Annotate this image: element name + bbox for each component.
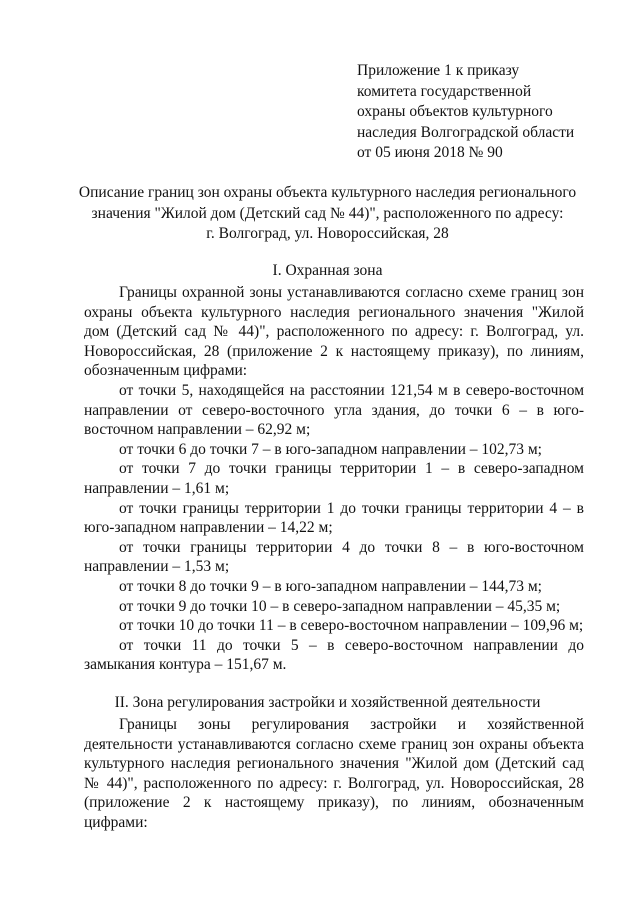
section-1-body (84, 283, 584, 675)
paragraph: от точки 10 до точки 11 – в северо-восточном направлении – 109,96 м; (119, 617, 584, 635)
paragraph: Границы зоны регулирования застройки и хозяйственной деятельности устанавливаются согласно схеме границ зон охраны объекта культурного наследия регионального значения "Жилой дом (Детский сад № 44)", расположенного по адресу: г. Волгоград, ул. Новороссийская, 28 (приложение 2 к настоящему приказу), по линиям, обозначенным цифрами: (84, 716, 584, 831)
paragraph: от точки границы территории 4 до точки 8 – в юго-восточном направлении – 1,53 м; (84, 538, 584, 576)
appendix-line: охраны объектов культурного (357, 103, 553, 120)
section-1-heading: I. Охранная зона (272, 262, 383, 279)
paragraph: от точки 9 до точки 10 – в северо-западном направлении – 45,35 м; (119, 597, 561, 615)
appendix-line: комитета государственной (357, 82, 532, 100)
section-2-heading: II. Зона регулирования застройки и хозяйственной деятельности (114, 694, 541, 711)
section-2-body (84, 715, 584, 833)
paragraph: от точки 6 до точки 7 – в юго-западном направлении – 102,73 м; (119, 440, 542, 458)
paragraph: от точки 8 до точки 9 – в юго-западном направлении – 144,73 м; (119, 577, 542, 595)
appendix-line: наследия Волгоградской области (357, 123, 575, 141)
paragraph: от точки 11 до точки 5 – в северо-восточном направлении до замыкания контура – 151,67 м. (84, 636, 584, 674)
title-line: г. Волгоград, ул. Новороссийская, 28 (206, 225, 449, 242)
paragraph: Границы охранной зоны устанавливаются согласно схеме границ зон охраны объекта культурного наследия регионального значения "Жилой дом (Детский сад № 44)", расположенного по адресу: г. Волгоград, ул. Новороссийская, 28 (приложение 2 к настоящему приказу), по линиям, обозначенным цифрами: (84, 284, 584, 380)
appendix-line: от 05 июня 2018 № 90 (357, 144, 503, 161)
title-line: Описание границ зон охраны объекта культурного наследия регионального (78, 184, 577, 201)
appendix-line: Приложение 1 к приказу (357, 62, 520, 79)
paragraph: от точки 7 до точки границы территории 1 – в северо-западном направлении – 1,61 м; (84, 460, 584, 497)
paragraph: от точки границы территории 1 до точки границы территории 4 – в юго-западном направлении – 14,22 м; (84, 499, 584, 537)
title-line: значения "Жилой дом (Детский сад № 44)", расположенного по адресу: (91, 204, 564, 222)
document-title (70, 183, 585, 245)
appendix-reference (357, 61, 607, 164)
paragraph: от точки 5, находящейся на расстоянии 121,54 м в северо-восточном направлении от северо-восточного угла здания, до точки 6 – в юго-восточном направлении – 62,92 м; (84, 381, 584, 439)
